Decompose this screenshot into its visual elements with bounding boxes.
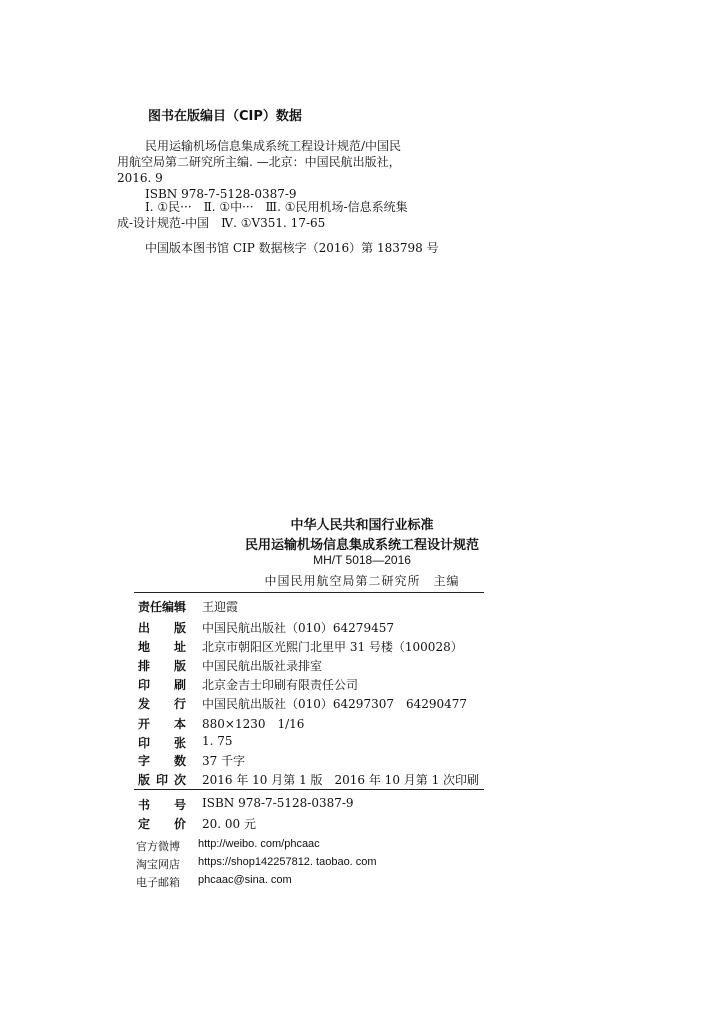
pub-value: 2016 年 10 月第 1 版 2016 年 10 月第 1 次印刷 [202,773,480,787]
pub-value: 880×1230 1/16 [202,717,305,731]
pub-label [138,695,194,715]
cip-record-line: 中国版本图书馆 CIP 数据核字（2016）第 183798 号 [145,241,439,255]
cip-entry-line: 2016. 9 [117,171,163,185]
pub-value: 王迎霞 [202,600,239,614]
pub-label-char: 张 [173,736,186,750]
book-title: 民用运输机场信息集成系统工程设计规范 [244,538,479,553]
editor-organization: 中国民用航空局第二研究所 主编 [264,574,460,588]
contact-label: 淘宝网店 [136,858,180,871]
pub-label-char: 刷 [173,678,186,692]
pub-row [138,695,467,715]
pub-row [138,771,479,791]
pub-label-char: 出 [138,621,151,635]
pub-label-char: 号 [173,798,186,812]
cip-subjects [117,199,457,231]
pub-label-char: 版 [173,621,186,635]
pub-row [138,598,238,618]
pub-label [138,796,194,816]
pub-label-char: 价 [173,817,186,831]
pub-label [138,815,194,835]
pub-label-char: 版 [173,659,186,673]
pub-label-char: 字 [138,754,151,768]
cip-subject-line: Ⅰ. ①民··· Ⅱ. ①中··· Ⅲ. ①民用机场-信息系统集 [145,200,408,214]
pub-label-char: 辑 [174,600,187,614]
pub-value: 中国民航出版社（010）64297307 64290477 [202,697,468,711]
pub-label-char: 印 [138,678,151,692]
pub-label-char: 印 [138,736,151,750]
pub-label-char: 书 [138,798,151,812]
pub-label [138,657,194,677]
pub-label-char: 印 [155,773,168,787]
pub-row [138,676,358,696]
pub-value: 北京金吉士印刷有限责任公司 [202,678,359,692]
pub-row [138,638,463,658]
pub-label [138,638,194,658]
pub-label [138,598,194,618]
cip-entry-line: 用航空局第二研究所主编. —北京：中国民航出版社， [117,155,401,169]
pub-label-char: 版 [138,773,151,787]
cip-entry [117,138,457,202]
pub-label-char: 次 [173,773,186,787]
standard-number: MH/T 5018—2016 [313,553,411,567]
pub-value: 北京市朝阳区光熙门北里甲 31 号楼（100028） [202,640,463,654]
pub-value: 37 千字 [202,754,246,768]
pub-label-char: 任 [150,600,163,614]
pub-label-char: 地 [138,640,151,654]
cip-isbn: ISBN 978-7-5128-0387-9 [145,187,297,201]
pub-value: ISBN 978-7-5128-0387-9 [202,796,354,810]
contact-label: 官方微博 [136,840,180,853]
pub-label-char: 行 [173,697,186,711]
cip-subject-line: 成-设计规范-中国 Ⅳ. ①V351. 17-65 [117,216,326,230]
pub-label [138,752,194,772]
cip-record [117,240,457,256]
pub-row [138,715,304,735]
contact-weibo [136,838,320,854]
pub-label-char: 址 [173,640,186,654]
pub-row [138,815,256,835]
pub-value: 1. 75 [202,734,233,748]
pub-value: 中国民航出版社（010）64279457 [202,621,394,635]
pub-label-char: 定 [138,817,151,831]
pub-row [138,734,233,754]
pub-label [138,771,194,791]
divider-top [134,592,484,593]
pub-label-char: 开 [138,717,151,731]
contact-value: https://shop142257812. taobao. com [198,856,377,868]
pub-value: 20. 00 元 [202,817,256,831]
standard-category: 中华人民共和国行业标准 [290,518,434,533]
pub-row [138,796,354,816]
pub-label-char: 编 [162,600,175,614]
cip-heading: 图书在版编目（CIP）数据 [148,109,302,124]
pub-label [138,676,194,696]
cip-entry-line: 民用运输机场信息集成系统工程设计规范/中国民 [145,139,402,153]
contact-email [136,874,292,890]
pub-value: 中国民航出版社录排室 [202,659,323,673]
pub-label [138,619,194,639]
pub-label-char: 发 [138,697,151,711]
pub-label [138,715,194,735]
pub-row [138,752,245,772]
contact-taobao [136,856,377,872]
divider-bottom [134,789,484,790]
pub-label-char: 数 [173,754,186,768]
pub-label [138,734,194,754]
pub-row [138,657,322,677]
contact-value: http://weibo. com/phcaac [198,838,320,850]
pub-label-char: 本 [173,717,186,731]
pub-row [138,619,394,639]
pub-label-char: 责 [138,600,151,614]
pub-label-char: 排 [138,659,151,673]
contact-label: 电子邮箱 [136,876,180,889]
contact-value: phcaac@sina. com [198,874,292,886]
